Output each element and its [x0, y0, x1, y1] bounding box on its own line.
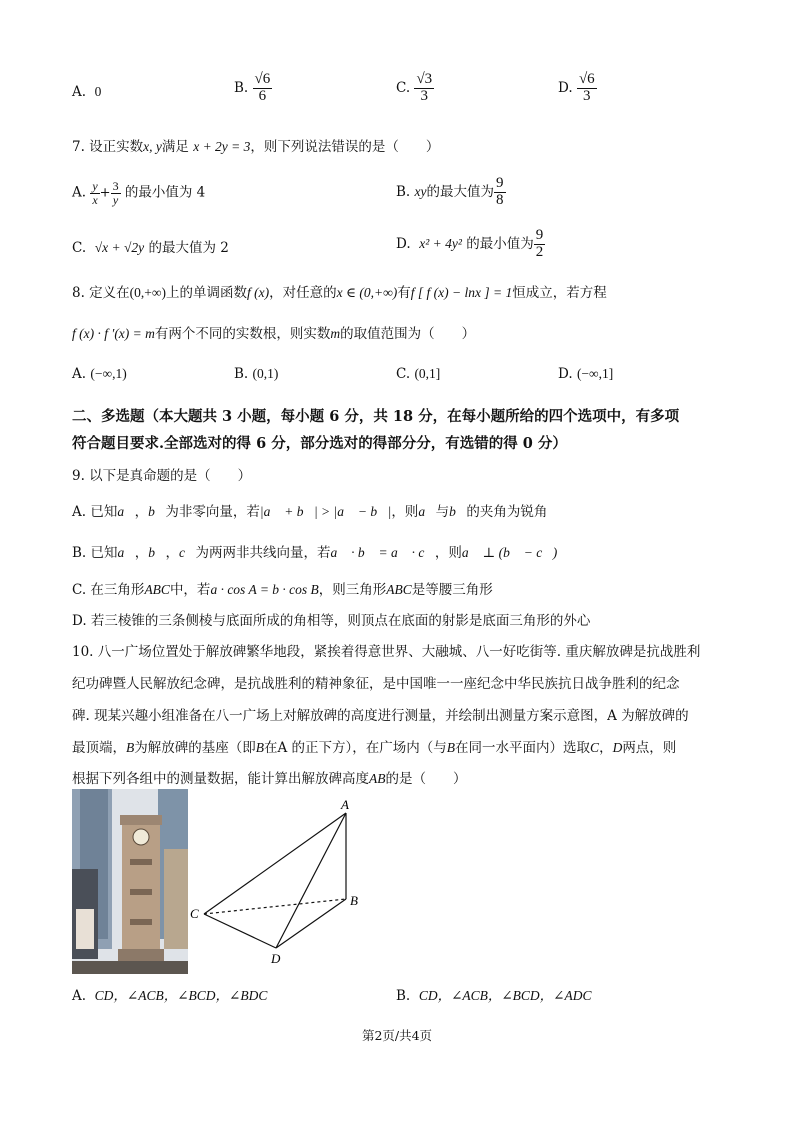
math: a⃗ — [418, 504, 436, 519]
math: B — [255, 740, 264, 755]
numerator: √6 — [578, 71, 595, 87]
numerator: 9 — [496, 175, 504, 191]
text: 最顶端， — [72, 740, 126, 756]
fraction-y-over-x: $\frac{y}{x}$ — [92, 179, 98, 207]
q7-option-d — [396, 228, 545, 261]
q8-option-d — [558, 366, 613, 382]
q10-line3: 碑. 现某兴趣小组准备在八一广场上对解放碑的高度进行测量，并绘制出测量方案示意图，A 为解放碑的 — [72, 708, 689, 724]
q6-option-a — [72, 84, 101, 100]
text: 的是（ ） — [385, 771, 467, 787]
text: 为两两非共线向量，若 — [195, 545, 331, 561]
segment-cd — [204, 914, 276, 948]
q7-stem — [72, 135, 439, 155]
q9-option-a — [72, 500, 547, 520]
text: 为非零向量，若 — [165, 504, 260, 520]
text: 恒成立，若方程 — [512, 285, 607, 301]
option-label: A. — [72, 988, 87, 1004]
denominator: 6 — [258, 87, 267, 104]
text: A. 已知 — [72, 504, 118, 520]
text: 是等腰三角形 — [411, 582, 493, 598]
option-label: B. — [234, 79, 249, 96]
math: ABC — [386, 582, 412, 597]
option-value: CD，∠ACB，∠BCD，∠BDC — [94, 988, 268, 1003]
option-label: D. — [558, 79, 573, 96]
q7-option-c — [72, 236, 229, 256]
text: ， — [165, 545, 180, 561]
text: ，则 — [391, 504, 419, 520]
text: 8. 定义在 — [72, 285, 130, 301]
point-label-b: B — [350, 893, 358, 908]
text: ， — [134, 545, 149, 561]
text: ，对任意的 — [269, 285, 337, 301]
q10-line1: 10. 八一广场位置处于解放碑繁华地段，紧挨着得意世界、大融城、八一好吃街等. 重庆解放碑是抗战胜利 — [72, 644, 701, 660]
q10-line4 — [72, 736, 676, 756]
measurement-diagram — [188, 795, 368, 975]
text: 两点，则 — [622, 740, 677, 756]
denominator: 8 — [496, 191, 504, 208]
text: 为解放碑的基座（即 — [134, 740, 256, 756]
math: a⃗ — [117, 504, 135, 519]
text: 满足 — [161, 139, 189, 155]
text: C. 在三角形 — [72, 582, 145, 598]
segment-cb-dashed — [204, 899, 346, 914]
text: 的最小值为 4 — [124, 184, 206, 201]
math: √x + √2y — [94, 240, 145, 255]
q8-option-b — [234, 366, 278, 382]
math: c⃗ — [179, 545, 196, 560]
q8-option-c — [396, 366, 440, 382]
denominator: 2 — [535, 243, 544, 260]
q7-option-b — [396, 176, 506, 209]
math: b⃗ — [148, 504, 166, 519]
segment-ac — [204, 813, 346, 914]
q8-stem-line2 — [72, 322, 475, 342]
text: ，则三角形 — [318, 582, 387, 598]
text: B. 已知 — [72, 545, 118, 561]
math: a⃗ ⊥ (b⃗ − c⃗) — [461, 545, 558, 560]
math: f [ f (x) − lnx ] = 1 — [410, 285, 513, 300]
math: b⃗ — [148, 545, 166, 560]
option-label: C. — [72, 240, 87, 256]
fraction — [577, 72, 597, 105]
q10-line2: 纪功碑暨人民解放纪念碑，是抗战胜利的精神象征，是中国唯一一座纪念中华民族抗日战争胜利的纪念 — [72, 676, 680, 692]
fraction-3-over-y: $\frac{3}{y}$ — [112, 179, 119, 207]
text: ， — [599, 740, 613, 756]
math: |a⃗ + b⃗| > |a⃗ − b⃗| — [259, 504, 392, 519]
q10-option-a — [72, 984, 267, 1004]
math: a⃗ · b⃗ = a⃗ · c⃗ — [330, 545, 435, 560]
math: x² + 4y² — [419, 235, 462, 251]
math: f (x) · f ′(x) = m — [72, 326, 155, 341]
text: 的最大值为 2 — [148, 240, 229, 256]
page-footer: 第2页/共4页 — [361, 1028, 433, 1043]
math: x, y — [143, 139, 162, 154]
text: 的最小值为 — [466, 235, 534, 252]
text: ， — [134, 504, 149, 520]
q7-option-a: A. $\frac{y}{x}$ + $\frac{3}{y}$ 的最小值为 4 — [72, 179, 206, 207]
q9-stem: 9. 以下是真命题的是（ ） — [72, 468, 252, 484]
math: b⃗ — [449, 504, 467, 519]
q9-option-c — [72, 578, 493, 598]
text: 中，若 — [169, 582, 211, 598]
math: xy — [414, 183, 427, 199]
segment-ad — [276, 813, 346, 948]
point-label-a: A — [341, 797, 349, 812]
math: a · cos A = b · cos B — [210, 582, 319, 597]
numerator: √3 — [416, 71, 433, 87]
math: x + 2y = 3 — [193, 139, 251, 154]
numerator: 9 — [535, 227, 544, 243]
math: x ∈ (0,+∞) — [336, 285, 398, 300]
option-label: B. — [396, 988, 411, 1004]
numerator: √6 — [254, 71, 271, 87]
denominator: 3 — [583, 87, 591, 104]
option-label: A. — [72, 84, 87, 100]
text: 的最大值为 — [426, 183, 494, 200]
fraction — [534, 228, 546, 261]
text: 的夹角为锐角 — [466, 504, 548, 520]
text: ，则 — [434, 545, 462, 561]
q9-option-d: D. 若三棱锥的三条侧棱与底面所成的角相等，则顶点在底面的射影是底面三角形的外心 — [72, 613, 591, 629]
q8-option-a — [72, 366, 127, 382]
option-value: (−∞,1] — [576, 366, 614, 381]
point-label-c: C — [190, 906, 199, 921]
monument-photo-graphic — [72, 789, 188, 974]
point-label-d: D — [271, 951, 281, 966]
q6-option-d — [558, 72, 597, 105]
option-value: CD，∠ACB，∠BCD，∠ADC — [418, 988, 592, 1003]
q6-option-c — [396, 72, 434, 105]
math: D — [612, 740, 623, 755]
q9-option-b — [72, 541, 557, 561]
text: 根据下列各组中的测量数据，能计算出解放碑高度 — [72, 771, 369, 787]
math: AB — [369, 771, 386, 786]
fraction — [253, 72, 273, 105]
math: m — [330, 326, 341, 341]
option-value: (−∞,1) — [90, 366, 127, 381]
option-label: C. — [396, 366, 411, 382]
option-value: (0,1] — [414, 366, 441, 381]
math: (0,+∞) — [129, 285, 167, 300]
option-value: (0,1) — [252, 366, 279, 381]
section-heading-line2: 符合题目要求.全部选对的得 6 分，部分选对的得部分分，有选错的得 0 分） — [72, 435, 567, 452]
segment-db — [276, 899, 346, 948]
option-label: D. — [558, 366, 573, 382]
option-label: B. — [396, 183, 411, 200]
fraction — [494, 176, 506, 209]
text: 在同一水平面内）选取 — [455, 740, 591, 756]
denominator: 3 — [420, 87, 429, 104]
option-label: A. — [72, 184, 87, 201]
option-label: B. — [234, 366, 249, 382]
q8-stem-line1 — [72, 281, 607, 301]
section-heading-line1: 二、多选题（本大题共 3 小题，每小题 6 分，共 18 分，在每小题所给的四个选项中，有多项 — [72, 408, 680, 425]
fraction — [414, 72, 434, 105]
option-value: 0 — [94, 84, 102, 99]
text: 在A 的正下方），在广场内（与 — [264, 740, 447, 756]
text: 有两个不同的实数根，则实数 — [154, 326, 331, 342]
text: 有 — [397, 285, 411, 301]
math: B — [446, 740, 456, 755]
text: 与 — [435, 504, 450, 520]
q10-line5 — [72, 767, 467, 787]
math: f (x) — [247, 285, 270, 300]
text: ，则下列说法错误的是（ ） — [250, 139, 440, 155]
monument-photo — [72, 789, 188, 974]
math: C — [590, 740, 600, 755]
option-label: D. — [396, 235, 411, 252]
q6-option-b — [234, 72, 272, 105]
option-label: C. — [396, 79, 411, 96]
text: 的取值范围为（ ） — [340, 326, 476, 342]
math: a⃗ — [117, 545, 135, 560]
math: ABC — [144, 582, 170, 597]
q10-option-b — [396, 984, 592, 1004]
option-label: A. — [72, 366, 87, 382]
text: 上的单调函数 — [166, 285, 248, 301]
text: 7. 设正实数 — [72, 139, 144, 155]
math: B — [126, 740, 135, 755]
